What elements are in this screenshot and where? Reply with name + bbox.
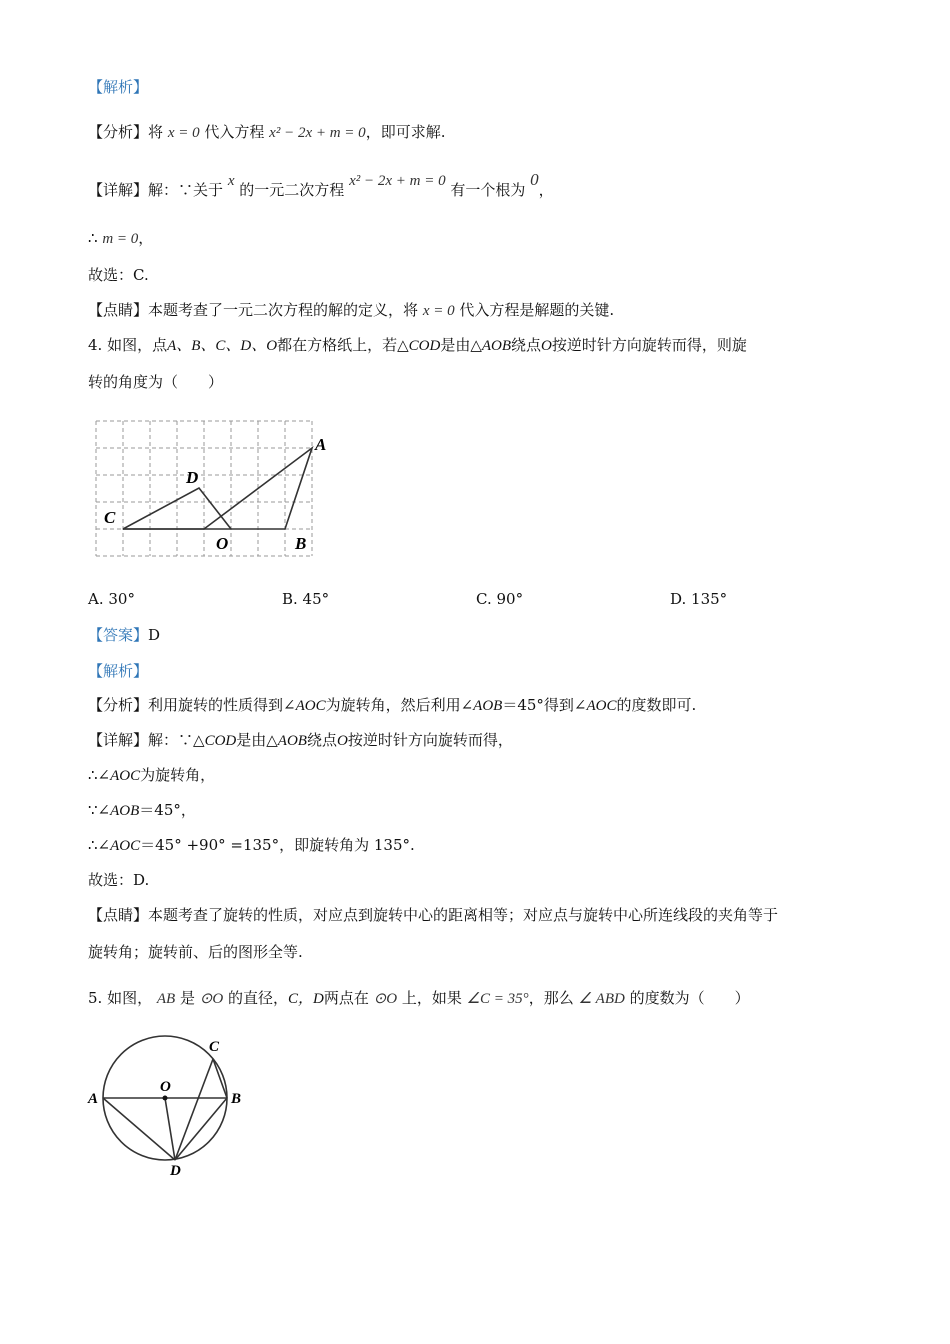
math-x-equals-0: x = 0: [422, 303, 455, 319]
remark-tag: 【点睛】: [88, 301, 149, 319]
segment-od: [165, 1098, 175, 1160]
triangle-aob: [123, 448, 312, 529]
q4-remark-line2: 旋转角；旋转前、后的图形全等.: [88, 943, 303, 961]
answer-value: D: [148, 626, 161, 644]
option-d: D. 135°: [670, 590, 728, 608]
label-b: B: [295, 534, 307, 553]
center-dot: [163, 1096, 168, 1101]
chord-cd: [175, 1059, 213, 1160]
jiexi-heading: 【解析】: [88, 662, 149, 680]
q4-step1: ∴∠AOC为旋转角，: [88, 766, 216, 784]
q4-choice: 故选：D.: [88, 871, 150, 889]
label-o: O: [216, 534, 229, 553]
q4-grid-figure: [90, 415, 340, 565]
math-x-equals-0: x = 0: [167, 125, 200, 141]
label-a: A: [315, 435, 327, 454]
label-o: O: [160, 1079, 171, 1095]
q4-detail: 【详解】解：∵△COD是由△AOB绕点O按逆时针方向旋转而得，: [88, 731, 513, 749]
answer-tag: 【答案】: [88, 626, 149, 644]
label-d: D: [186, 468, 199, 487]
detail-tag: 【详解】: [88, 181, 149, 199]
q3-therefore: ∴ m = 0，: [88, 229, 154, 247]
math-zero: 0: [530, 170, 539, 189]
q3-detail: 【详解】解：∵关于 x 的一元二次方程 x² − 2x + m = 0 有一个根为 0，: [88, 170, 554, 199]
math-x: x: [227, 173, 235, 189]
analysis-tag: 【分析】: [88, 123, 149, 141]
math-equation: x² − 2x + m = 0: [349, 173, 446, 189]
q3-remark: 【点睛】本题考查了一元二次方程的解的定义，将 x = 0 代入方程是解题的关键.: [88, 301, 615, 319]
option-c: C. 90°: [476, 590, 524, 608]
chord-cb: [213, 1059, 227, 1098]
q4-stem-line1: 4. 如图，点A、B、C、D、O都在方格纸上，若△COD是由△AOB绕点O按逆时针方向旋转而得，则旋: [88, 336, 747, 354]
q4-stem-line2: 转的角度为（ ）: [88, 373, 224, 391]
option-a: A. 30°: [88, 590, 135, 608]
label-a: A: [88, 1091, 99, 1107]
label-b: B: [231, 1091, 242, 1107]
grid-lines: [96, 421, 312, 556]
q4-analysis: 【分析】利用旋转的性质得到∠AOC为旋转角，然后利用∠AOB＝45°得到∠AOC的度数即可.: [88, 696, 697, 714]
q4-answer: [88, 625, 160, 645]
q3-analysis: 【分析】将 x = 0 代入方程 x² − 2x + m = 0，即可求解.: [88, 123, 446, 141]
q4-remark-line1: 【点睛】本题考查了旋转的性质，对应点到旋转中心的距离相等；对应点与旋转中心所连线段的夹角等于: [88, 906, 779, 924]
chord-ad: [103, 1098, 175, 1160]
label-d: D: [170, 1163, 181, 1179]
q3-choice: 故选：C.: [88, 266, 149, 284]
option-b: B. 45°: [282, 590, 330, 608]
label-c: C: [104, 508, 116, 527]
math-m-equals-0: m = 0: [102, 231, 139, 247]
q5-stem: 5. 如图， AB 是 ⊙O 的直径，C，D两点在 ⊙O 上，如果 ∠C = 35°，那么 ∠ ABD 的度数为（ ）: [88, 989, 750, 1007]
jiexi-heading: 【解析】: [88, 78, 149, 96]
q4-step3: ∴∠AOC＝45° +90° =135°，即旋转角为 135°.: [88, 836, 415, 854]
math-equation: x² − 2x + m = 0: [269, 125, 366, 141]
label-c: C: [209, 1039, 220, 1055]
q4-step2: ∵∠AOB＝45°，: [88, 801, 196, 819]
q5-circle-figure: [80, 1030, 260, 1180]
